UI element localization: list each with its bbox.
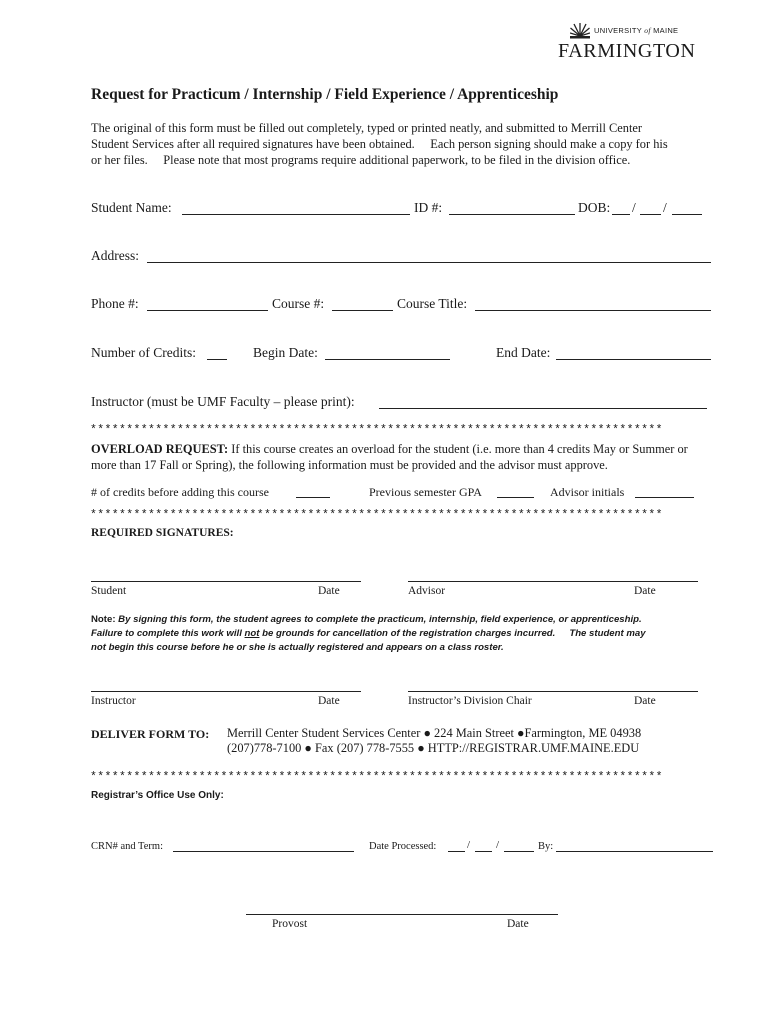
overload-line: more than 17 Fall or Spring), the following information must be provided and the advisor must approve.	[91, 458, 608, 472]
overload-text	[91, 441, 688, 473]
deliver-line: Merrill Center Student Services Center ● 224 Main Street ●Farmington, ME 04938	[227, 726, 642, 740]
instructor-signature-line[interactable]	[91, 691, 361, 692]
instructor-signature-label: Instructor	[91, 695, 136, 707]
id-field[interactable]	[449, 214, 575, 215]
separator-stars: *******************************************************************************	[90, 424, 663, 437]
by-field[interactable]	[556, 851, 713, 852]
instructor-date-label: Date	[318, 695, 340, 707]
provost-label: Provost	[272, 918, 308, 930]
end-date-label: End Date:	[496, 345, 551, 360]
dob-month-field[interactable]	[612, 214, 630, 215]
intro-line: Student Services after all required signatures have been obtained. Each person signing should make a copy for his	[91, 137, 668, 151]
phone-label: Phone #:	[91, 296, 139, 311]
date-processed-day-field[interactable]	[475, 851, 492, 852]
crn-label: CRN# and Term:	[91, 841, 163, 852]
logo-university: UNIVERSITY	[594, 26, 642, 35]
date-processed-label: Date Processed:	[369, 841, 437, 852]
by-label: By:	[538, 841, 554, 852]
credits-before-label: # of credits before adding this course	[91, 485, 269, 499]
separator-stars: *******************************************************************************	[90, 509, 663, 522]
student-signature-label: Student	[91, 585, 127, 597]
registrar-heading: Registrar’s Office Use Only:	[91, 790, 224, 801]
separator-stars: *******************************************************************************	[90, 771, 663, 784]
advisor-signature-line[interactable]	[408, 581, 698, 582]
provost-signature-line[interactable]	[246, 914, 558, 915]
dob-day-field[interactable]	[640, 214, 661, 215]
deliver-label: DELIVER FORM TO:	[91, 727, 210, 741]
note-line: By signing this form, the student agrees to complete the practicum, internship, field experience, or apprenticeship.	[115, 614, 642, 625]
advisor-initials-field[interactable]	[635, 497, 694, 498]
course-number-label: Course #:	[272, 296, 325, 311]
date-processed-month-field[interactable]	[448, 851, 465, 852]
note-line: Failure to complete this work will	[91, 628, 245, 639]
student-name-label: Student Name:	[91, 200, 172, 215]
overload-label: OVERLOAD REQUEST:	[91, 442, 229, 456]
student-name-field[interactable]	[182, 214, 410, 215]
logo-name: FARMINGTON	[558, 40, 696, 62]
division-chair-signature-label: Instructor’s Division Chair	[408, 695, 532, 707]
credits-before-field[interactable]	[296, 497, 330, 498]
address-field[interactable]	[147, 262, 711, 263]
note-text	[91, 613, 646, 655]
note-line: be grounds for cancellation of the registration charges incurred.	[259, 628, 556, 639]
course-title-label: Course Title:	[397, 296, 468, 311]
intro-text	[91, 120, 668, 168]
division-chair-signature-line[interactable]	[408, 691, 698, 692]
begin-date-field[interactable]	[325, 359, 450, 360]
dob-label: DOB:	[578, 200, 611, 215]
dob-year-field[interactable]	[672, 214, 702, 215]
address-label: Address:	[91, 248, 139, 263]
note-label: Note:	[91, 614, 116, 625]
end-date-field[interactable]	[556, 359, 711, 360]
page-title: Request for Practicum / Internship / Field Experience / Apprenticeship	[91, 86, 559, 103]
date-separator: /	[467, 839, 471, 851]
advisor-date-label: Date	[634, 585, 656, 597]
advisor-signature-label: Advisor	[408, 585, 446, 597]
signatures-heading: REQUIRED SIGNATURES:	[91, 527, 234, 539]
begin-date-label: Begin Date:	[253, 345, 318, 360]
credits-label: Number of Credits:	[91, 345, 196, 360]
course-title-field[interactable]	[475, 310, 711, 311]
credits-field[interactable]	[207, 359, 227, 360]
course-number-field[interactable]	[332, 310, 393, 311]
sunburst-icon	[570, 22, 590, 42]
crn-field[interactable]	[173, 851, 354, 852]
advisor-initials-label: Advisor initials	[550, 485, 625, 499]
division-chair-date-label: Date	[634, 695, 656, 707]
gpa-field[interactable]	[497, 497, 534, 498]
id-label: ID #:	[414, 200, 443, 215]
deliver-address	[227, 726, 641, 756]
intro-line: The original of this form must be filled out completely, typed or printed neatly, and submitted to Merrill Center	[91, 121, 643, 135]
note-not: not	[244, 628, 260, 639]
instructor-label: Instructor (must be UMF Faculty – please print):	[91, 394, 355, 409]
dob-separator: /	[632, 200, 636, 215]
dob-separator: /	[663, 200, 667, 215]
student-signature-line[interactable]	[91, 581, 361, 582]
instructor-field[interactable]	[379, 408, 707, 409]
phone-field[interactable]	[147, 310, 268, 311]
logo-maine: MAINE	[653, 26, 679, 35]
deliver-line: (207)778-7100 ● Fax (207) 778-7555 ● HTTP://REGISTRAR.UMF.MAINE.EDU	[227, 741, 640, 755]
university-logo	[558, 22, 696, 66]
note-line: The student may	[569, 628, 646, 639]
logo-of: of	[644, 26, 651, 35]
provost-date-label: Date	[507, 918, 529, 930]
date-separator: /	[496, 839, 500, 851]
gpa-label: Previous semester GPA	[369, 485, 482, 499]
date-processed-year-field[interactable]	[504, 851, 534, 852]
note-line: not begin this course before he or she is actually registered and appears on a class roster.	[91, 642, 504, 653]
overload-line: If this course creates an overload for the student (i.e. more than 4 credits May or Summer or	[228, 442, 688, 456]
student-date-label: Date	[318, 585, 340, 597]
intro-line: or her files. Please note that most programs require additional paperwork, to be filed in the division office.	[91, 153, 631, 167]
